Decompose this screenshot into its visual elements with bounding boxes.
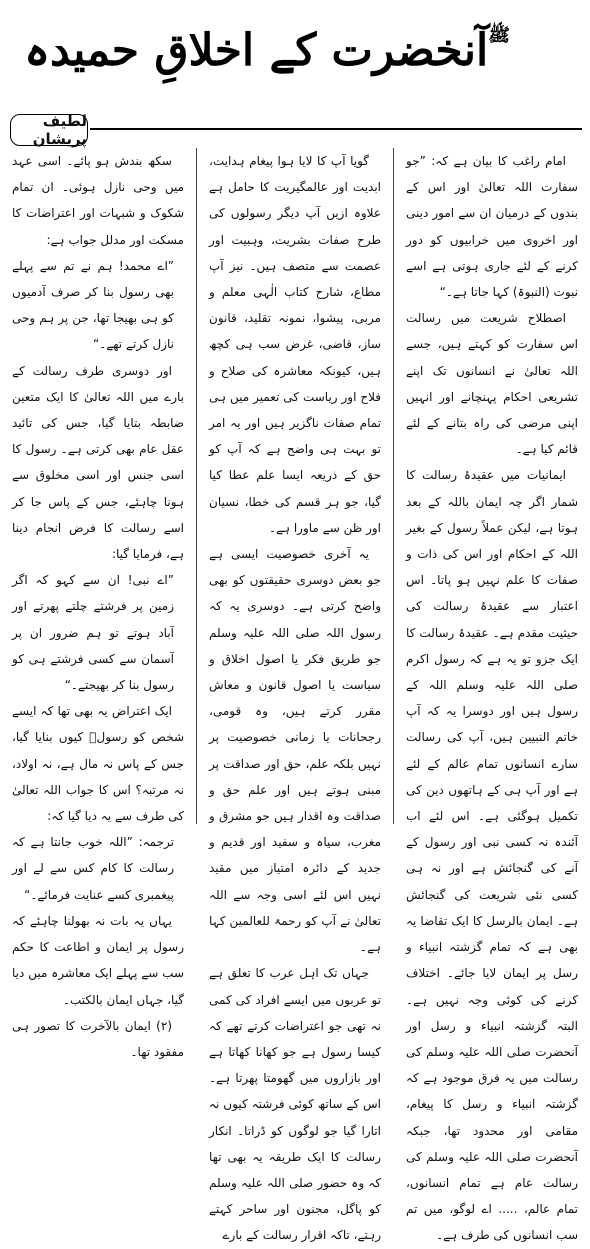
paragraph: یہ آخری خصوصیت ایسی ہے جو بعض دوسری حقیقتوں کو بھی واضح کرتی ہے۔ دوسری یہ کہ رسول اللہ صلی اللہ علیہ وسلم جو طریق فکر یا اصول اخلاق و سیاست یا اصول قانون و معاش مقرر کرتے ہیں، وہ قومی، رجحانات یا زمانی خصوصیت پر نہیں بلکہ علم، حق اور صداقت پر مبنی ہوتے ہیں اور علم حق و صداقت وہ اقدار ہیں جو مشرق و مغرب، سیاہ و سفید اور قدیم و جدید کے دائرہ امتیاز میں مقید نہیں اس لئے اسی وجہ سے اللہ تعالیٰ نے آپ کو رحمۃ للعالمین کہا ہے۔ (209, 547, 381, 955)
quote-paragraph: ”اے نبی! ان سے کہو کہ اگر زمین پر فرشتے چلتے پھرتے اور آباد ہوتے تو ہم ضرور ان پر آسمان سے کسی فرشتے ہی کو رسول بنا کر بھیجتے۔“ (12, 573, 174, 693)
column-divider (196, 148, 197, 824)
article-title (24, 8, 510, 100)
author-byline (10, 114, 88, 146)
column-divider (393, 148, 394, 824)
paragraph: اصطلاح شریعت میں رسالت اس سفارت کو کہتے ہیں، جسے اللہ تعالیٰ نے انسانوں تک اپنے تشریعی احکام پہنچانے اور انہیں اپنی مرضی کی راہ بتانے کے لئے قائم کیا ہے۔ (406, 311, 578, 457)
author-name: لطیف پریشان (32, 112, 87, 148)
quote-paragraph: ”اے محمد! ہم نے تم سے پہلے بھی رسول بنا کر صرف آدمیوں کو ہی بھیجا تھا، جن پر ہم وحی نازل کرتے تھے۔“ (12, 258, 174, 352)
column-middle (205, 148, 385, 1243)
paragraph: ایک اعتراض یہ بھی تھا کہ ایسے شخص کو رسولؐ کیوں بنایا گیا، جس کے پاس نہ مال ہے، نہ اولاد، نہ مرتبہ؟ اس کا جواب اللہ تعالیٰ کی طرف سے یہ دیا گیا کہ: (12, 704, 184, 824)
column-left (8, 148, 188, 1059)
paragraph: ایمانیات میں عقیدۂ رسالت کا شمار اگر چہ ایمان باللہ کے بعد ہوتا ہے، لیکن عملاً رسول کے بغیر اللہ کے احکام اور اس کی ذات و صفات کا علم نہیں ہو پاتا۔ اس اعتبار سے عقیدۂ رسالت کی حیثیت مقدم ہے۔ عقیدۂ رسالت کا ایک جزو تو یہ ہے کہ رسول اکرم صلی اللہ علیہ وسلم اللہ کے رسول ہیں اور دوسرا یہ کہ آپ خاتم النبیین ہیں، آپ کی رسالت سارے انسانوں تمام عالم کے لئے ہے اور آپ ہی کے ہاتھوں دین کی تکمیل ہوگئی ہے۔ اس لئے اب آئندہ نہ کسی نبی اور رسول کے آنے کی گنجائش ہے اور نہ ہی کسی نئی شریعت کی گنجائش ہے۔ ایمان بالرسل کا ایک تقاضا یہ بھی ہے کہ تمام گزشتہ انبیاء و رسل پر ایمان لایا جائے۔ اختلاف کرنے کی کوئی وجہ نہیں ہے۔ البتہ گزشتہ انبیاء و رسل اور آنحضرت صلی اللہ علیہ وسلم کی رسالت میں یہ فرق موجود ہے کہ گزشتہ انبیاء و رسل کا پیغام، مقامی اور محدود تھا، جبکہ آنحضرت صلی اللہ علیہ وسلم کی رسالت عام ہے تمام انسانوں، تمام عالم، ..... اے لوگو، میں تم سب انسانوں کی طرف ہے۔ (406, 468, 578, 1243)
article-columns (8, 148, 582, 1243)
paragraph: اور دوسری طرف رسالت کے بارے میں اللہ تعالیٰ کا ایک متعین ضابطہ بتایا گیا، جس کی تائید عقل عام بھی کرتی ہے۔ رسول کا اسی جنس اور اسی مخلوق سے ہونا چاہئے، جس کے پاس جا کر اسے رسالت کا فرض انجام دینا ہے، فرمایا گیا: (12, 363, 184, 562)
title-text (24, 8, 510, 103)
paragraph: یہاں یہ بات نہ بھولنا چاہئے کہ رسول پر ایمان و اطاعت کا حکم سب سے پہلے ایک معاشرہ میں دیا گیا، جہاں ایمان بالکتب۔ (12, 913, 184, 1007)
column-right (402, 148, 582, 1243)
header-rule (90, 128, 582, 130)
paragraph: (۲) ایمان بالآخرت کا تصور ہی مفقود تھا۔ (12, 1018, 184, 1059)
paragraph: گویا آپ کا لایا ہوا پیغام ہدایت، ابدیت اور عالمگیریت کا حامل ہے علاوہ ازیں آپ دیگر رسولوں کی طرح صفات بشریت، وہبیت اور عصمت سے متصف ہیں۔ نیز آپ مطاع، شارح کتاب الٰہی معلم و مربی، پیشوا، نمونہ تقلید، قانون ساز، قاضی، غرض سب ہی کچھ ہیں، کیونکہ معاشرہ کی صلاح و فلاح اور ریاست کی تعمیر میں ہی تمام صفات ناگزیر ہیں اور یہ امر تو بہت ہی واضح ہے کہ آپ کو حق کے ذریعہ ایسا علم عطا کیا گیا، جو ہر قسم کی خطا، نسیان اور ظن سے ماورا ہے۔ (209, 154, 381, 535)
paragraph: امام راغب کا بیان ہے کہ: ”جو سفارت اللہ تعالیٰ اور اس کے بندوں کے درمیان ان سے امور دینی اور اخروی میں خرابیوں کو دور کرنے کے لئے جاری ہوتی ہے اسے نبوت (النبوۃ) کہا جاتا ہے۔“ (406, 154, 578, 300)
quote-paragraph: ترجمہ: ”اللہ خوب جانتا ہے کہ رسالت کا کام کس سے لے اور پیغمبری کسے عنایت فرمائے۔“ (12, 835, 174, 902)
honorific-mark: ﷺ (488, 25, 510, 46)
paragraph: جہاں تک اہل عرب کا تعلق ہے تو عربوں میں ایسے افراد کی کمی نہ تھی جو اعتراضات کرتے تھے کہ کیسا رسول ہے جو کھانا کھاتا ہے اور بازاروں میں گھومتا پھرتا ہے۔ اس کے ساتھ کوئی فرشتہ کیوں نہ اتارا گیا جو لوگوں کو ڈراتا۔ انکار رسالت کا ایک طریقہ یہ بھی تھا کہ وہ حضور صلی اللہ علیہ وسلم کو پاگل، مجنون اور ساحر کہتے رہتے، تاکہ اقرار رسالت کے بارے (209, 966, 381, 1243)
title-label: آنخضرت کے اخلاقِ حمیدہ (24, 25, 489, 76)
paragraph: سکھ بندش ہو پائے۔ اسی عہد میں وحی نازل ہوئی۔ ان تمام شکوک و شبہات اور اعتراضات کا مسکت اور مدلل جواب ہے: (12, 154, 184, 247)
